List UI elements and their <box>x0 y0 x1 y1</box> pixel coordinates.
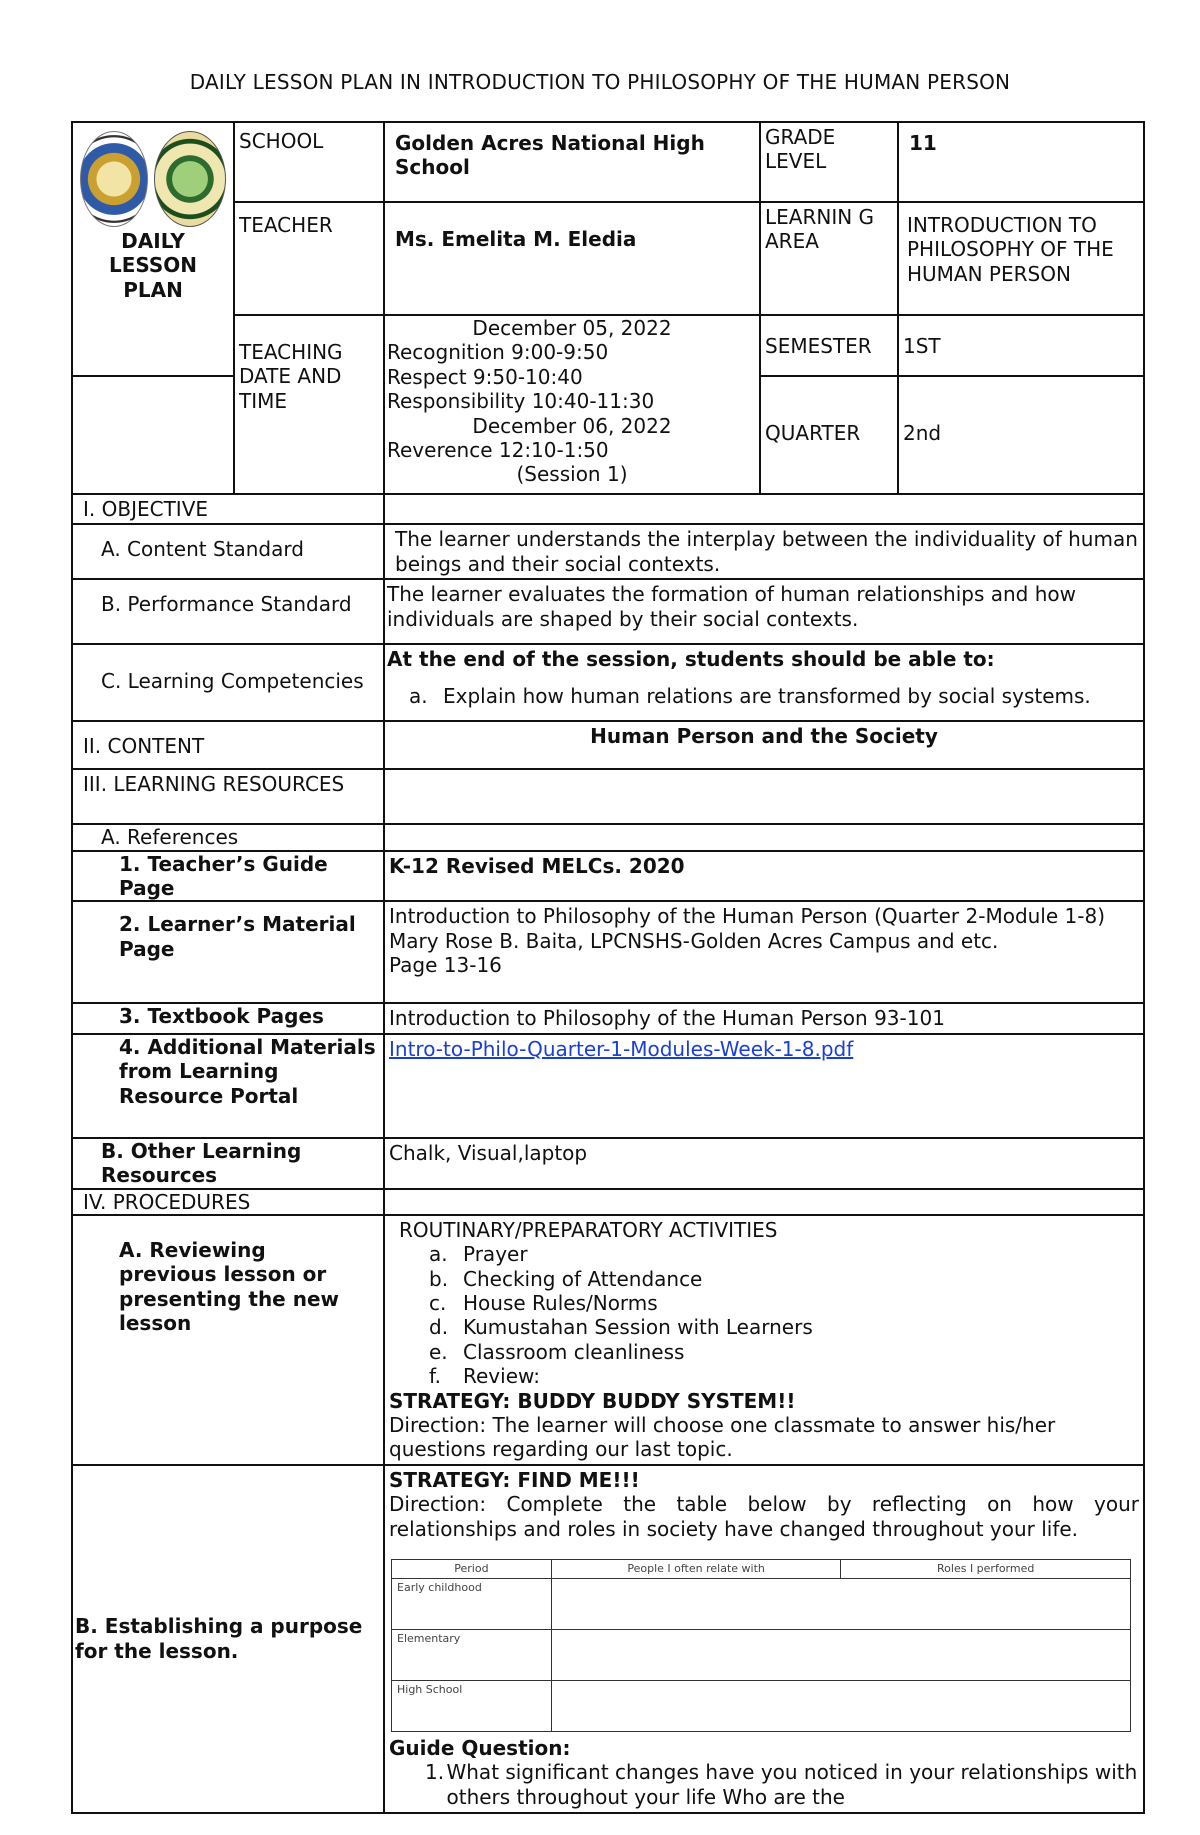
teacher-label: TEACHER <box>234 202 384 315</box>
textbook-pages-value: Introduction to Philosophy of the Human Person 93-101 <box>384 1003 1144 1033</box>
reflection-people-cell[interactable] <box>551 1578 1130 1629</box>
lesson-plan-table <box>71 121 1145 1814</box>
semester-label: SEMESTER <box>760 315 898 376</box>
logo-cell <box>72 122 234 376</box>
learners-material-line: Page 13-16 <box>389 953 502 978</box>
routine-item <box>429 1364 1139 1388</box>
schedule-slot: Respect 9:50-10:40 <box>387 364 583 389</box>
textbook-pages-label: 3. Textbook Pages <box>72 1003 384 1033</box>
reflection-table <box>391 1559 1131 1732</box>
learning-area-label: LEARNIN G AREA <box>760 202 898 315</box>
other-resources-value: Chalk, Visual,laptop <box>384 1138 1144 1189</box>
content-value: Human Person and the Society <box>384 721 1144 769</box>
module-pdf-link[interactable]: Intro-to-Philo-Quarter-1-Modules-Week-1-8.pdf <box>389 1036 854 1061</box>
guide-question-title: Guide Question: <box>389 1735 571 1760</box>
direction-2: Direction: Complete the table below by reflecting on how your relationships and roles in society have changed throughout your life. <box>389 1492 1139 1541</box>
additional-materials-label: 4. Additional Materials from Learning Resource Portal <box>72 1034 384 1138</box>
schedule-slot: Responsibility 10:40-11:30 <box>387 389 655 414</box>
teachers-guide-label: 1. Teacher’s Guide Page <box>72 851 384 902</box>
routine-item-letter: c. <box>429 1291 447 1316</box>
strategy-2: STRATEGY: FIND ME!!! <box>389 1467 640 1492</box>
additional-materials <box>384 1034 1144 1138</box>
performance-standard-text: The learner evaluates the formation of human relationships and how individuals are shaped by their social contexts. <box>384 579 1144 644</box>
strategy-1: STRATEGY: BUDDY BUDDY SYSTEM!! <box>389 1388 796 1413</box>
competency-item: Explain how human relations are transformed by social systems. <box>443 683 1091 708</box>
routine-item <box>429 1315 1139 1339</box>
blank-cell <box>384 1189 1144 1215</box>
teaching-date-label: TEACHING DATE AND TIME <box>234 315 384 494</box>
blank-cell <box>384 494 1144 524</box>
routine-item-letter: a. <box>429 1242 448 1267</box>
blank-cell <box>384 769 1144 824</box>
reflection-table-header <box>392 1559 1131 1578</box>
blank-cell <box>72 376 384 494</box>
learners-material-label: 2. Learner’s Material Page <box>72 901 384 1003</box>
competency-intro: At the end of the session, students should be able to: <box>387 647 995 672</box>
reflection-period-cell: Elementary <box>392 1629 552 1680</box>
other-resources-label: B. Other Learning Resources <box>72 1138 384 1189</box>
content-standard-text: The learner understands the interplay between the individuality of human beings and their social contexts. <box>384 524 1144 579</box>
guide-question-number: 1. <box>425 1760 445 1785</box>
quarter-value: 2nd <box>898 376 1144 494</box>
direction-1: Direction: The learner will choose one classmate to answer his/her questions regarding our last topic. <box>389 1413 1056 1462</box>
schedule-slot: Recognition 9:00-9:50 <box>387 340 609 365</box>
reflection-period-cell: High School <box>392 1680 552 1731</box>
dlp-label: DAILY LESSON PLAN <box>108 229 198 302</box>
reflection-table-header-cell: Roles I performed <box>841 1559 1131 1578</box>
routine-item <box>429 1242 1139 1266</box>
grade-value: 11 <box>898 122 1144 202</box>
routine-item-text: Classroom cleanliness <box>463 1339 685 1364</box>
schedule-date-2: December 06, 2022 <box>472 413 672 438</box>
learners-material-line: Introduction to Philosophy of the Human Person (Quarter 2-Module 1-8) <box>389 904 1105 929</box>
learning-resources-label: III. LEARNING RESOURCES <box>72 769 384 824</box>
learning-competencies-label: C. Learning Competencies <box>72 644 384 721</box>
routine-item-text: Checking of Attendance <box>463 1266 703 1291</box>
schedule-slot: Reverence 12:10-1:50 <box>387 437 609 462</box>
routine-item-text: Kumustahan Session with Learners <box>463 1315 813 1340</box>
schedule-date-1: December 05, 2022 <box>472 316 672 340</box>
guide-question-1: What significant changes have you noticed in your relationships with others throughout your life Who are the <box>446 1760 1138 1809</box>
objective-label: I. OBJECTIVE <box>72 494 384 524</box>
quarter-label: QUARTER <box>760 376 898 494</box>
routine-item <box>429 1291 1139 1315</box>
purpose-activity <box>384 1465 1144 1813</box>
school-seal-icon <box>80 131 148 227</box>
teacher-value: Ms. Emelita M. Eledia <box>384 202 760 315</box>
routine-item-letter: f. <box>429 1364 441 1389</box>
routine-item-letter: b. <box>429 1266 449 1291</box>
reflection-table-header-cell: Period <box>392 1559 552 1578</box>
division-seal-icon <box>154 131 226 227</box>
reflection-period-cell: Early childhood <box>392 1578 552 1629</box>
routine-item-text: House Rules/Norms <box>463 1291 658 1316</box>
reflection-table-row <box>392 1680 1131 1731</box>
purpose-label: B. Establishing a purpose for the lesson. <box>72 1465 384 1813</box>
content-label: II. CONTENT <box>72 721 384 769</box>
semester-value: 1ST <box>898 315 1144 376</box>
reflection-table-row <box>392 1578 1131 1629</box>
reflection-people-cell[interactable] <box>551 1629 1130 1680</box>
learning-competencies <box>384 644 1144 721</box>
routine-title: ROUTINARY/PREPARATORY ACTIVITIES <box>399 1217 778 1242</box>
school-label: SCHOOL <box>234 122 384 202</box>
review-activities <box>384 1215 1144 1465</box>
review-lesson-label: A. Reviewing previous lesson or presenting the new lesson <box>72 1215 384 1465</box>
routine-item <box>429 1340 1139 1364</box>
performance-standard-label: B. Performance Standard <box>72 579 384 644</box>
school-value: Golden Acres National High School <box>384 122 760 202</box>
page-title: DAILY LESSON PLAN IN INTRODUCTION TO PHILOSOPHY OF THE HUMAN PERSON <box>189 70 1011 94</box>
content-standard-label: A. Content Standard <box>72 524 384 579</box>
references-label: A. References <box>72 824 384 850</box>
routine-item-letter: d. <box>429 1315 449 1340</box>
grade-label: GRADE LEVEL <box>760 122 898 202</box>
learners-material-line: Mary Rose B. Baita, LPCNSHS-Golden Acres Campus and etc. <box>389 928 999 953</box>
session-label: (Session 1) <box>516 462 628 487</box>
routine-item-text: Prayer <box>463 1242 528 1267</box>
reflection-table-row <box>392 1629 1131 1680</box>
teachers-guide-value: K-12 Revised MELCs. 2020 <box>384 851 1144 902</box>
blank-cell <box>384 824 1144 850</box>
routine-list <box>389 1242 1139 1388</box>
reflection-people-cell[interactable] <box>551 1680 1130 1731</box>
learning-area-value: INTRODUCTION TO PHILOSOPHY OF THE HUMAN PERSON <box>898 202 1144 315</box>
learners-material <box>384 901 1144 1003</box>
procedures-label: IV. PROCEDURES <box>72 1189 384 1215</box>
routine-item <box>429 1267 1139 1291</box>
teaching-schedule <box>384 315 760 494</box>
routine-item-letter: e. <box>429 1339 448 1364</box>
reflection-table-header-cell: People I often relate with <box>551 1559 841 1578</box>
routine-item-text: Review: <box>463 1364 541 1389</box>
competency-letter: a. <box>409 683 428 708</box>
